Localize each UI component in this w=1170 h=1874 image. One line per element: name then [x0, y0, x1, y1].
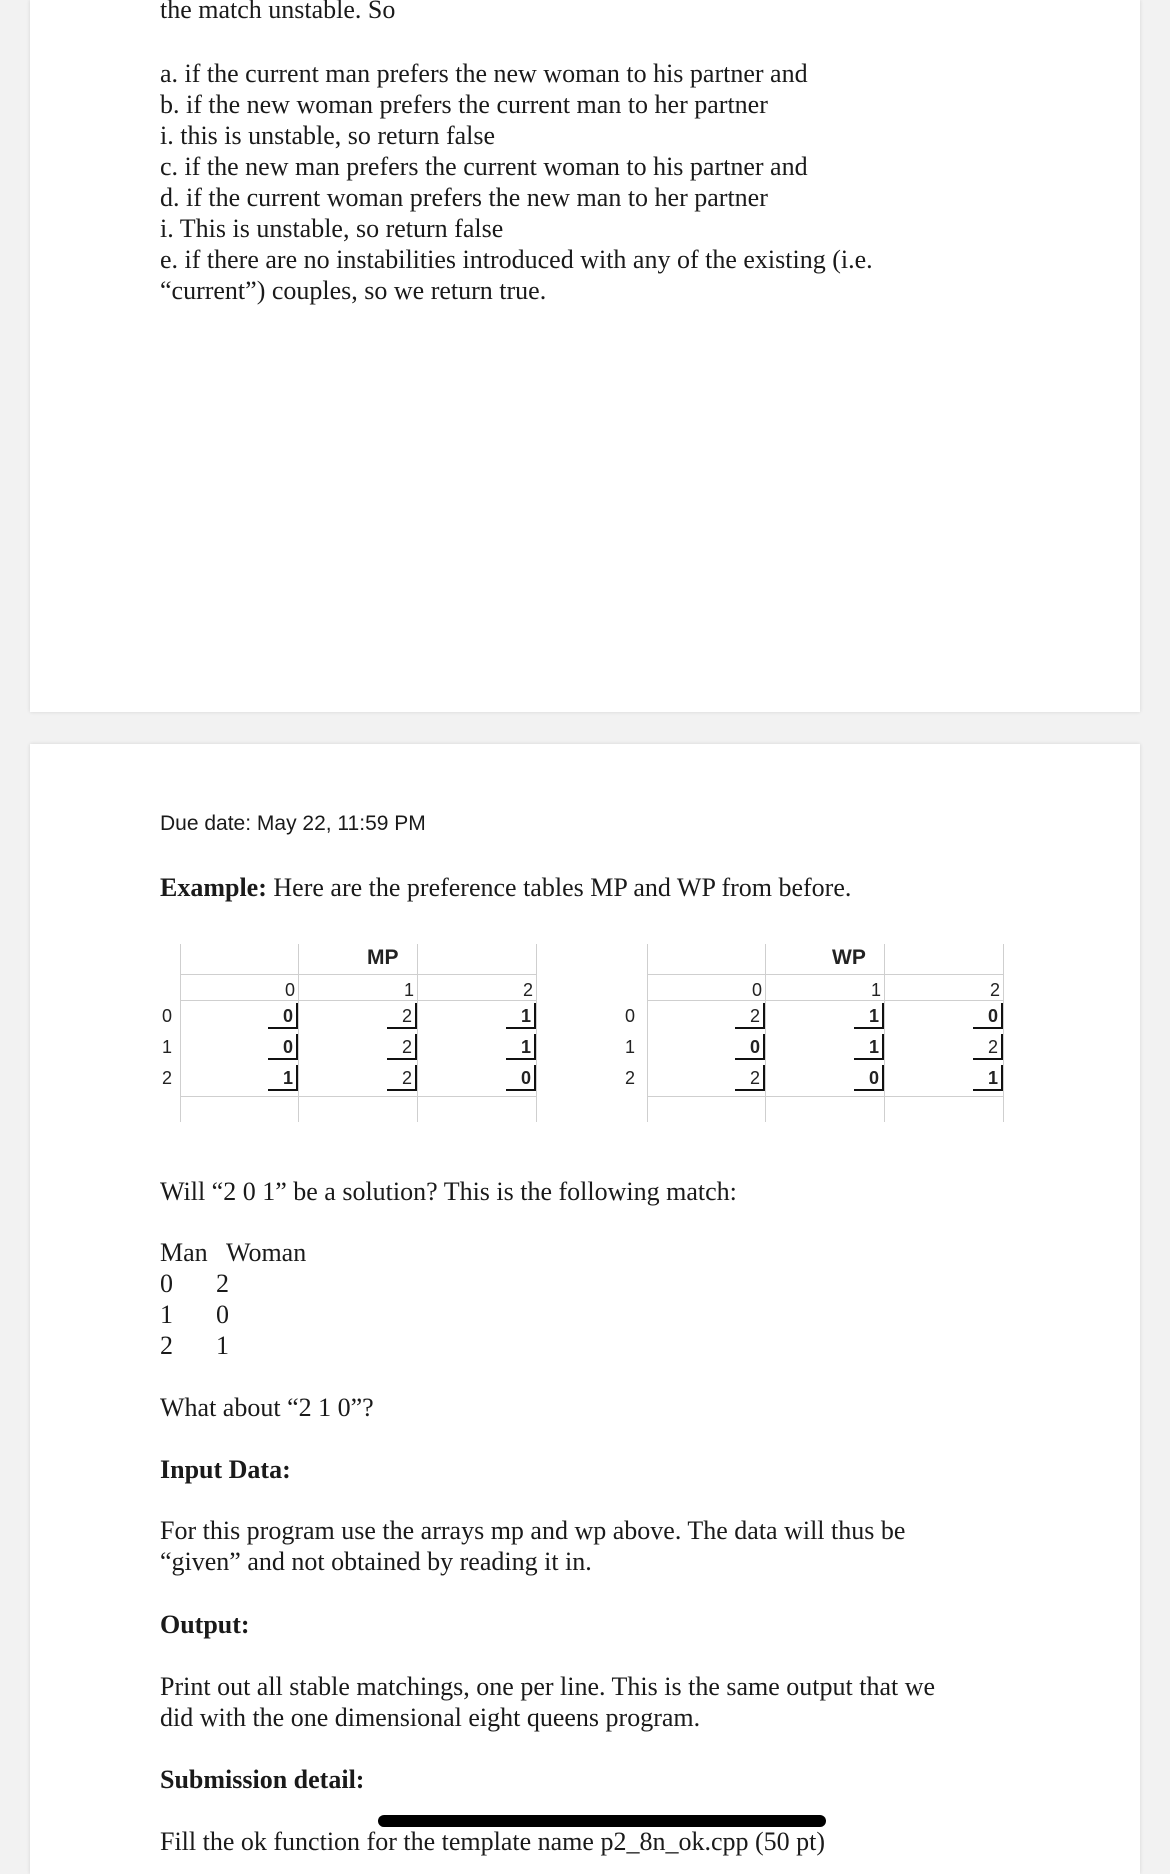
input-paragraph	[160, 1515, 905, 1577]
condition-item: “current”) couples, so we return true.	[160, 276, 547, 305]
column-header: 2	[989, 980, 1000, 1000]
condition-item: i. This is unstable, so return false	[160, 214, 504, 243]
submission-heading: Submission detail:	[160, 1765, 365, 1794]
table-cell: 2	[387, 1034, 417, 1060]
match-woman: 2	[216, 1269, 229, 1298]
paragraph-line: “given” and not obtained by reading it in.	[160, 1547, 592, 1576]
paragraph-line: For this program use the arrays mp and wp above. The data will thus be	[160, 1516, 906, 1545]
due-date: Due date: May 22, 11:59 PM	[160, 812, 426, 835]
condition-item: a. if the current man prefers the new woman to his partner and	[160, 59, 808, 88]
table-cell: 1	[854, 1003, 884, 1029]
condition-item: d. if the current woman prefers the new man to her partner	[160, 183, 768, 212]
question-2: What about “2 1 0”?	[160, 1393, 374, 1422]
match-table	[160, 1237, 360, 1361]
condition-item: i. this is unstable, so return false	[160, 121, 496, 150]
match-man: 1	[160, 1300, 173, 1329]
example-line	[160, 872, 851, 903]
row-header: 1	[162, 1037, 173, 1057]
row-header: 0	[162, 1006, 173, 1026]
row-header: 1	[625, 1037, 636, 1057]
table-cell: 0	[268, 1003, 298, 1029]
table-cell: 1	[854, 1034, 884, 1060]
condition-list	[160, 58, 873, 306]
table-cell: 0	[854, 1065, 884, 1091]
redaction-bar	[378, 1815, 826, 1827]
row-header: 2	[625, 1068, 636, 1088]
wp-preference-table	[625, 944, 1003, 1122]
row-header: 0	[625, 1006, 636, 1026]
table-cell: 1	[268, 1065, 298, 1091]
condition-item: e. if there are no instabilities introduced with any of the existing (i.e.	[160, 245, 873, 274]
column-header: 0	[751, 980, 762, 1000]
table-cell: 2	[387, 1065, 417, 1091]
table-cell: 2	[735, 1003, 765, 1029]
table-cell: 0	[506, 1065, 536, 1091]
match-header-woman: Woman	[226, 1238, 307, 1267]
document-page-2	[30, 744, 1140, 1874]
table-title: MP	[367, 946, 399, 969]
submission-text: Fill the ok function for the template name p2_8n_ok.cpp (50 pt)	[160, 1827, 826, 1856]
row-header: 2	[162, 1068, 173, 1088]
table-cell: 1	[506, 1034, 536, 1060]
match-header-man: Man	[160, 1238, 208, 1267]
output-paragraph	[160, 1671, 935, 1733]
condition-item: c. if the new man prefers the current woman to his partner and	[160, 152, 808, 181]
match-man: 2	[160, 1331, 173, 1360]
output-heading: Output:	[160, 1610, 250, 1639]
column-header: 1	[870, 980, 881, 1000]
paragraph-line: Print out all stable matchings, one per line. This is the same output that we	[160, 1672, 936, 1701]
input-heading: Input Data:	[160, 1455, 291, 1484]
table-cell: 2	[735, 1065, 765, 1091]
table-cell: 0	[735, 1034, 765, 1060]
table-cell: 0	[268, 1034, 298, 1060]
table-cell: 1	[973, 1065, 1003, 1091]
example-label: Example:	[160, 873, 267, 902]
table-cell: 0	[973, 1003, 1003, 1029]
table-cell: 2	[973, 1034, 1003, 1060]
paragraph-line: did with the one dimensional eight queens program.	[160, 1703, 701, 1732]
column-header: 2	[522, 980, 533, 1000]
example-text: Here are the preference tables MP and WP from before.	[266, 873, 852, 902]
column-header: 0	[284, 980, 295, 1000]
table-cell: 2	[387, 1003, 417, 1029]
match-man: 0	[160, 1269, 173, 1298]
condition-item: b. if the new woman prefers the current man to her partner	[160, 90, 768, 119]
document-page-1	[30, 0, 1140, 712]
column-header: 1	[403, 980, 414, 1000]
mp-preference-table	[162, 944, 536, 1122]
top-line: the match unstable. So	[160, 0, 396, 24]
question-1: Will “2 0 1” be a solution? This is the following match:	[160, 1177, 737, 1206]
match-woman: 1	[216, 1331, 229, 1360]
table-cell: 1	[506, 1003, 536, 1029]
table-title: WP	[832, 946, 866, 969]
match-woman: 0	[216, 1300, 229, 1329]
